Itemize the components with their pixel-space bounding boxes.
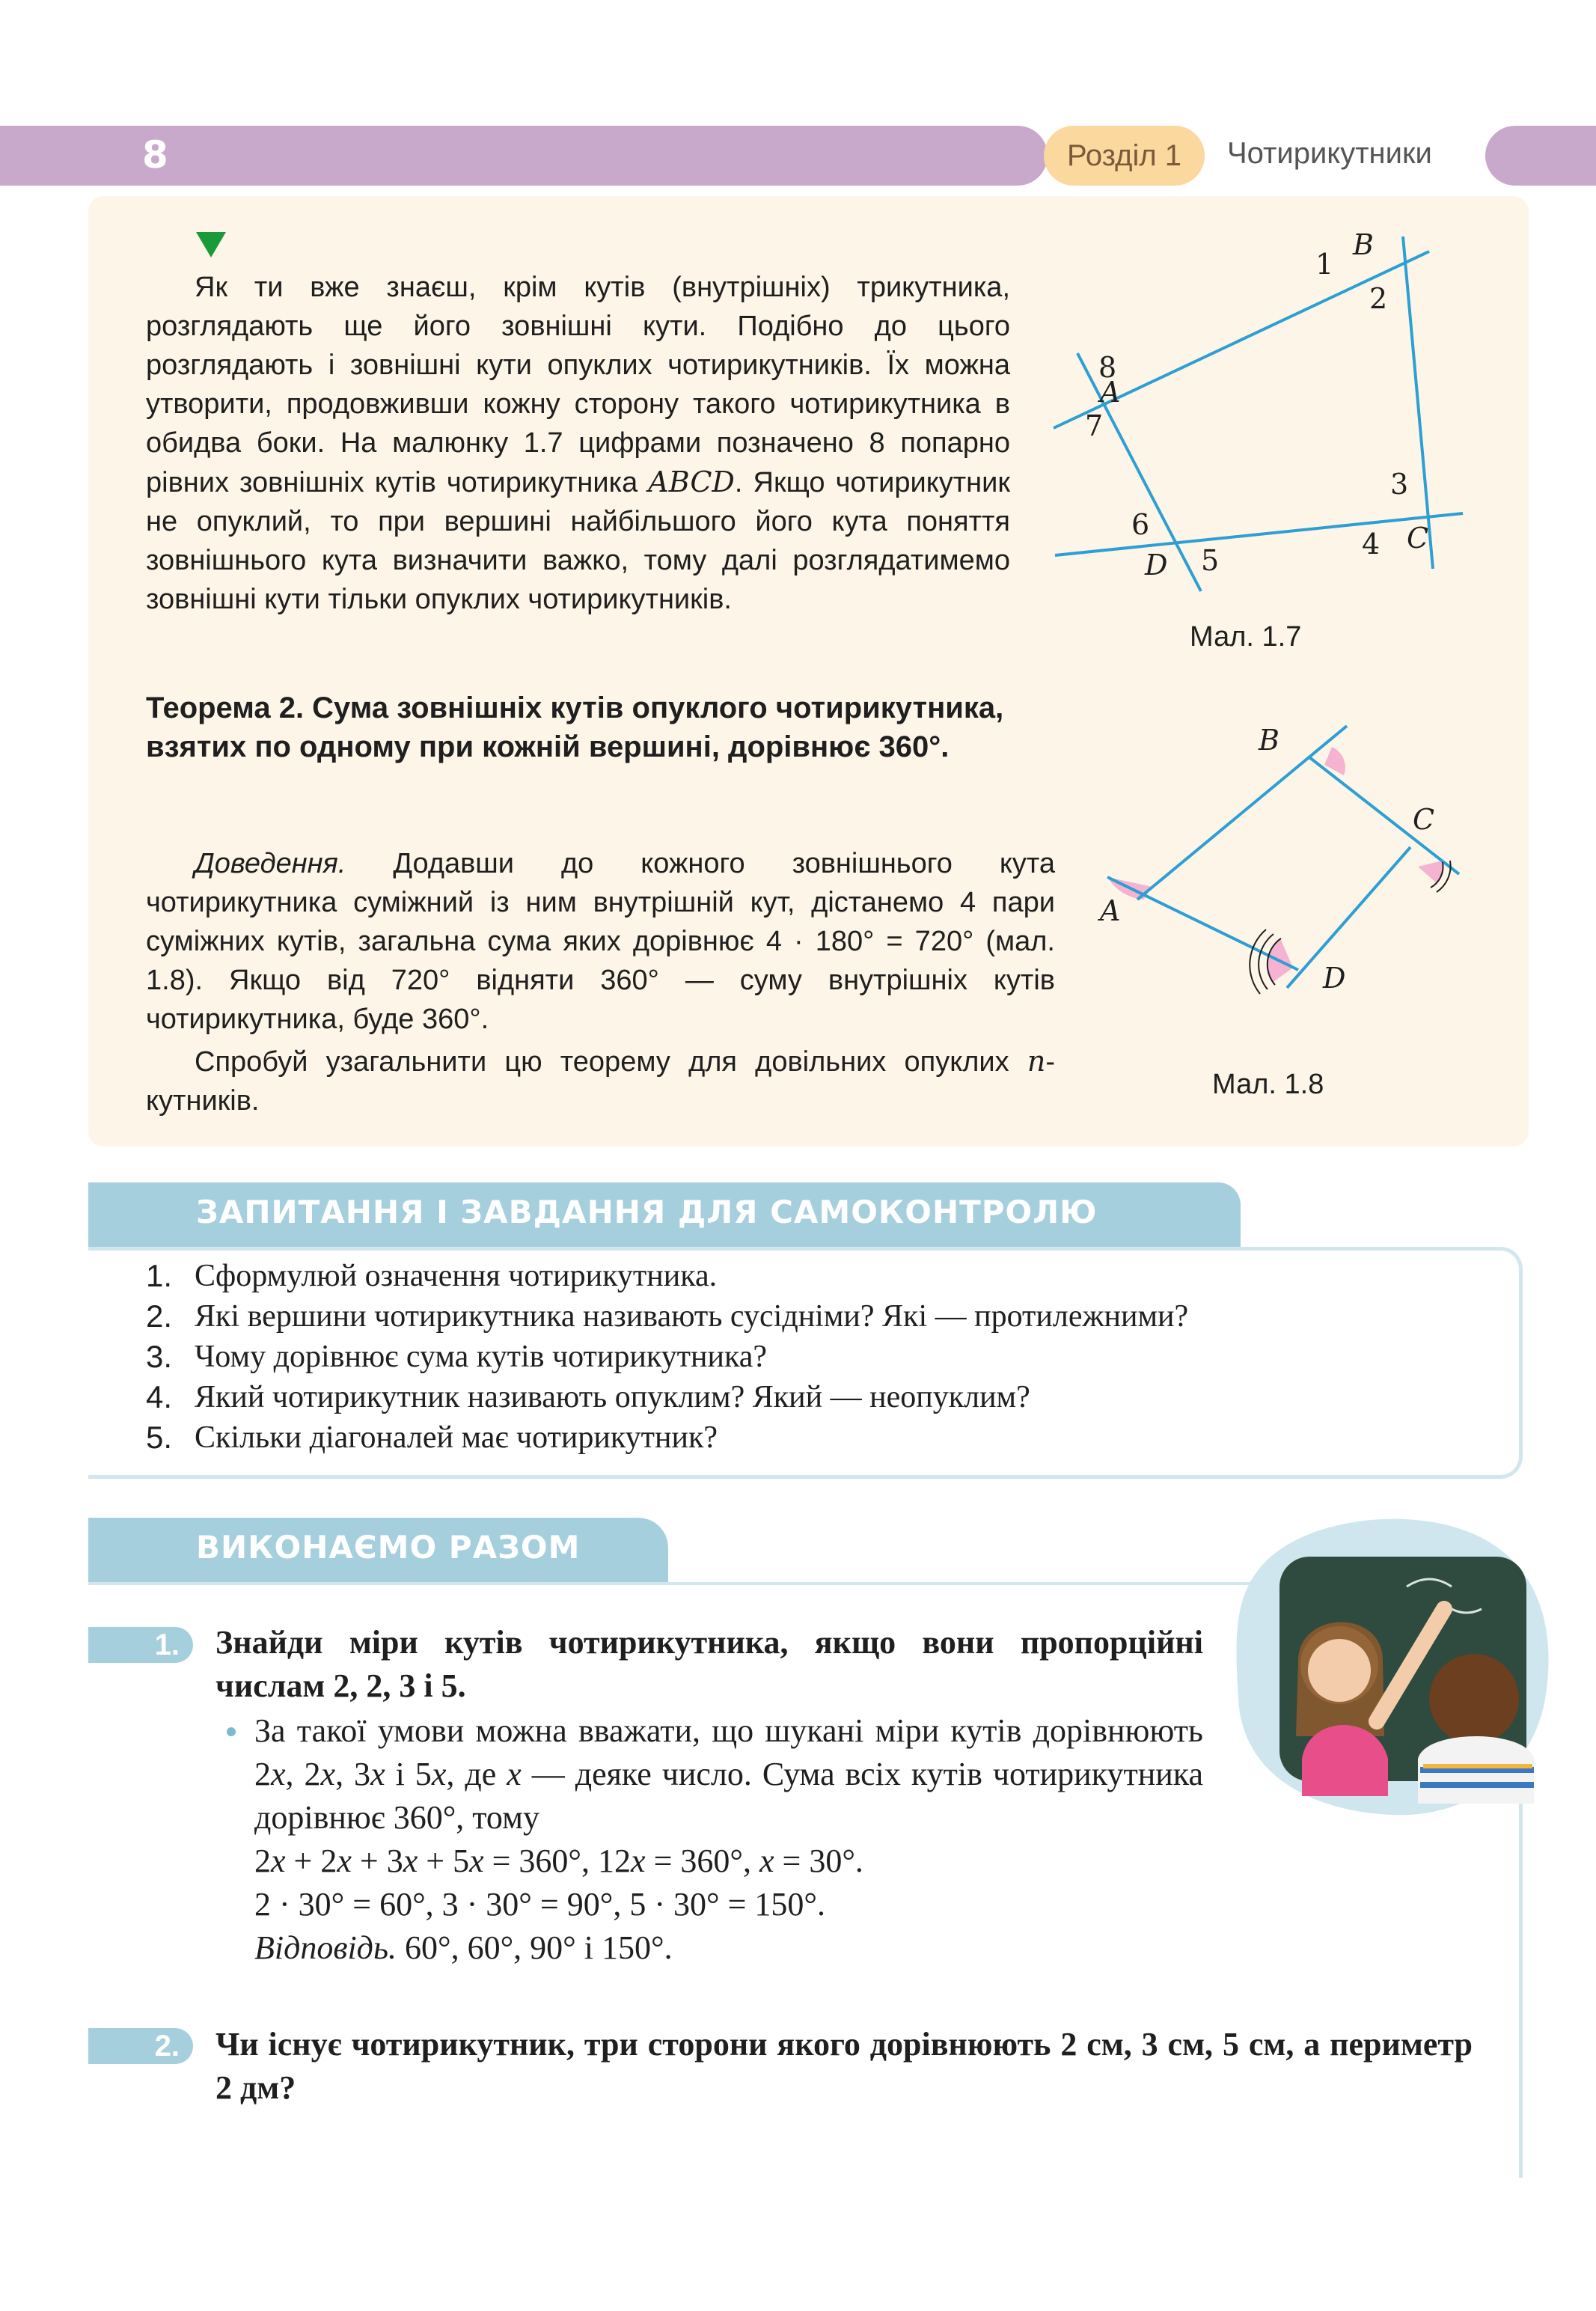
angle-number: 1	[1315, 248, 1334, 281]
angle-number: 2	[1369, 282, 1388, 315]
triangle-marker-icon	[196, 232, 226, 257]
angle-number: 4	[1362, 528, 1381, 561]
header-band-end	[1485, 126, 1596, 186]
list-item	[146, 1377, 1478, 1417]
proof-paragraph: Доведення. Додавши до кожного зовнішнього кута чотирикутника суміжний із ним внутрішній кут, дістанемо 4 пари суміжних кутів, загальна сума яких дорівнює 4 · 180° = 720° (мал. 1.8). Якщо від 720° відняти 360° — суму внутрішніх кутів чотирикутника, буде 360°.	[146, 848, 1055, 1035]
vertex-label: B	[1353, 228, 1374, 261]
divider	[88, 1582, 1285, 1585]
theorem-statement: Теорема 2. Сума зовнішніх кутів опуклого чотирикутника, взятих по одному при кожній вершині, дорівнює 360°.	[146, 692, 1004, 763]
vertex-label: D	[1145, 549, 1168, 581]
angle-number: 8	[1098, 351, 1117, 384]
section-label: Розділ 1	[1044, 126, 1205, 186]
question-text: Які вершини чотирикутника називають сусідніми? Які — протилежними?	[195, 1299, 1189, 1334]
line-dc	[1055, 513, 1463, 555]
section-title: Чотирикутники	[1227, 137, 1432, 170]
task-1-solution: За такої умови можна вважати, що шукані міри кутів дорівнюють 2x, 2x, 3x і 5x, де x — деяке число. Сума всіх кутів чотирикутника дорівнює 360°, тому 2x + 2x + 3x + 5x = 360°, 12x = 360°, x = 30°. 2 · 30° = 60°, 3 · 30° = 90°, 5 · 30° = 150°. Відповідь. 60°, 60°, 90° і 150°.	[254, 1712, 1204, 1966]
question-number: 2.	[146, 1298, 173, 1334]
list-item	[146, 1417, 1478, 1458]
children-at-blackboard-image	[1227, 1512, 1556, 1826]
list-item	[146, 1337, 1478, 1377]
together-title: ВИКОНАЄМО РАЗОМ	[196, 1529, 581, 1566]
line-dc	[1287, 847, 1410, 988]
question-number: 5.	[146, 1420, 173, 1455]
angle-number: 3	[1390, 468, 1409, 501]
intro-paragraph: Як ти вже знаєш, крім кутів (внутрішніх) трикутника, розглядають ще його зовнішні кути. Подібно до цього розглядають і зовнішні кути опуклих чотирикутників. Їх можна утворити, продовживши кожну сторону такого чотирикутника в обидва боки. На малюнку 1.7 цифрами позначено 8 попарно рівних зовнішніх кутів чотирикутника ABCD. Якщо чотирикутник не опуклий, то при вершині найбільшого його кута поняття зовнішнього кута визначити важко, тому далі розглядатимемо зовнішні кути тільки опуклих чотирикутників.	[146, 272, 1010, 615]
task-2-statement: Чи існує чотирикутник, три сторони якого дорівнюють 2 см, 3 см, 5 см, а периметр 2 дм?	[215, 2026, 1473, 2106]
question-text: Сформулюй означення чотирикутника.	[195, 1259, 718, 1293]
task-number-badge: 1.	[88, 1627, 193, 1663]
task-1-statement: Знайди міри кутів чотирикутника, якщо вони пропорційні числам 2, 2, 3 і 5.	[215, 1624, 1203, 1704]
figure-caption: Мал. 1.7	[1190, 621, 1302, 653]
vertex-label: D	[1323, 962, 1346, 995]
list-item	[146, 1296, 1478, 1337]
question-number: 4.	[146, 1379, 173, 1414]
vertex-label: C	[1407, 522, 1429, 555]
page-number: 8	[142, 133, 168, 177]
question-number: 1.	[146, 1258, 173, 1293]
generalize-paragraph: Спробуй узагальнити цю теорему для довільних опуклих n-кутників.	[146, 1045, 1055, 1117]
figure-1-7	[1048, 225, 1482, 599]
angle-number: 5	[1201, 544, 1220, 577]
line-bc	[1309, 757, 1459, 874]
selfcheck-question-list	[146, 1256, 1478, 1458]
question-number: 3.	[146, 1339, 173, 1374]
question-text: Скільки діагоналей має чотирикутник?	[195, 1420, 718, 1455]
angle-number: 7	[1085, 409, 1104, 442]
vertex-label: C	[1413, 803, 1435, 836]
vertex-label: B	[1259, 724, 1279, 757]
selfcheck-title: ЗАПИТАННЯ І ЗАВДАННЯ ДЛЯ САМОКОНТРОЛЮ	[196, 1194, 1098, 1230]
vertex-label: A	[1100, 376, 1121, 409]
angle-number: 6	[1131, 508, 1150, 541]
bullet-icon	[227, 1727, 236, 1736]
question-text: Який чотирикутник називають опуклим? Який — неопуклим?	[195, 1380, 1030, 1414]
vertex-label: A	[1100, 894, 1121, 927]
line-ad	[1107, 877, 1298, 970]
list-item	[146, 1256, 1478, 1296]
figure-caption: Мал. 1.8	[1212, 1069, 1324, 1100]
figure-1-8	[1085, 703, 1504, 1033]
task-number-badge: 2.	[88, 2028, 193, 2064]
question-text: Чому дорівнює сума кутів чотирикутника?	[195, 1340, 768, 1374]
